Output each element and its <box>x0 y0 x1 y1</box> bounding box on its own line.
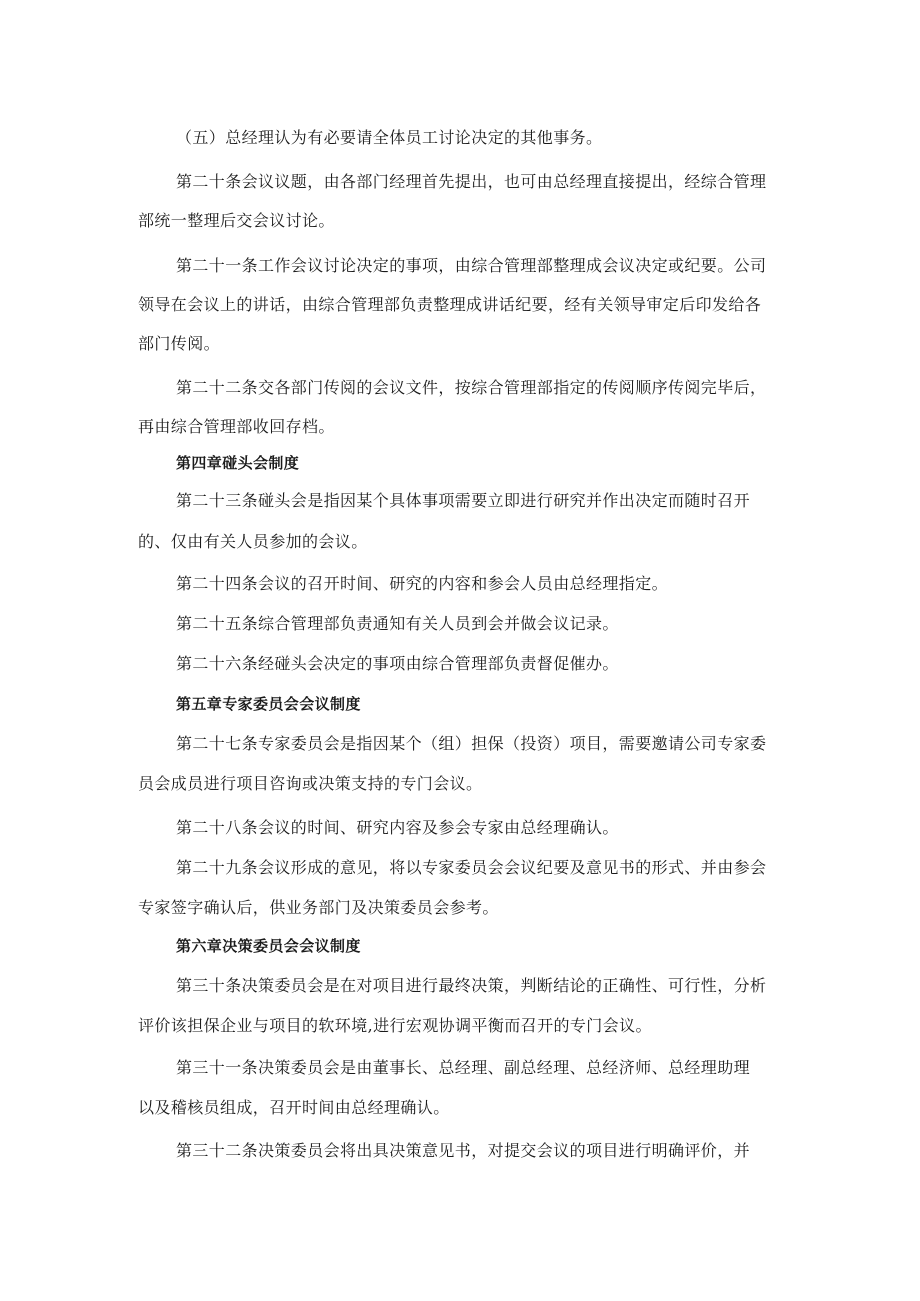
paragraph-line: 第二十条会议议题，由各部门经理首先提出，也可由总经理直接提出，经综合管理 <box>176 172 767 191</box>
chapter-heading: 第六章决策委员会会议制度 <box>176 937 361 955</box>
paragraph-line: 再由综合管理部收回存档。 <box>138 417 335 436</box>
paragraph-line: 第二十六条经碰头会决定的事项由综合管理部负责督促催办。 <box>176 654 619 673</box>
paragraph-line: 部门传阅。 <box>138 334 221 353</box>
paragraph-line: 第二十五条综合管理部负责通知有关人员到会并做会议记录。 <box>176 614 619 633</box>
paragraph-line: 第三十二条决策委员会将出具决策意见书，对提交会议的项目进行明确评价，并 <box>176 1141 751 1160</box>
paragraph-line: 专家签字确认后，供业务部门及决策委员会参考。 <box>138 898 499 917</box>
paragraph-line: 第二十七条专家委员会是指因某个（组）担保（投资）项目，需要邀请公司专家委 <box>176 734 767 753</box>
paragraph-line: 的、仅由有关人员参加的会议。 <box>138 532 368 551</box>
paragraph-line: 第二十九条会议形成的意见，将以专家委员会会议纪要及意见书的形式、并由参会 <box>176 858 767 877</box>
paragraph-line: 第三十一条决策委员会是由董事长、总经理、副总经理、总经济师、总经理助理 <box>176 1058 751 1077</box>
paragraph-line: 以及稽核员组成，召开时间由总经理确认。 <box>138 1098 450 1117</box>
chapter-heading: 第四章碰头会制度 <box>176 454 300 472</box>
paragraph-line: 员会成员进行项目咨询或决策支持的专门会议。 <box>138 774 483 793</box>
paragraph-line: （五）总经理认为有必要请全体员工讨论决定的其他事务。 <box>176 128 603 147</box>
paragraph-line: 部统一整理后交会议讨论。 <box>138 211 335 230</box>
chapter-heading: 第五章专家委员会会议制度 <box>176 695 361 713</box>
paragraph-line: 第三十条决策委员会是在对项目进行最终决策，判断结论的正确性、可行性，分析 <box>176 976 767 995</box>
paragraph-line: 评价该担保企业与项目的软环境,进行宏观协调平衡而召开的专门会议。 <box>138 1016 652 1035</box>
paragraph-line: 第二十八条会议的时间、研究内容及参会专家由总经理确认。 <box>176 818 619 837</box>
paragraph-line: 领导在会议上的讲话，由综合管理部负责整理成讲话纪要，经有关领导审定后印发给各 <box>138 295 762 314</box>
paragraph-line: 第二十二条交各部门传阅的会议文件，按综合管理部指定的传阅顺序传阅完毕后， <box>176 378 767 397</box>
paragraph-line: 第二十三条碰头会是指因某个具体事项需要立即进行研究并作出决定而随时召开 <box>176 491 751 510</box>
paragraph-line: 第二十一条工作会议讨论决定的事项，由综合管理部整理成会议决定或纪要。公司 <box>176 256 767 275</box>
paragraph-line: 第二十四条会议的召开时间、研究的内容和参会人员由总经理指定。 <box>176 574 669 593</box>
